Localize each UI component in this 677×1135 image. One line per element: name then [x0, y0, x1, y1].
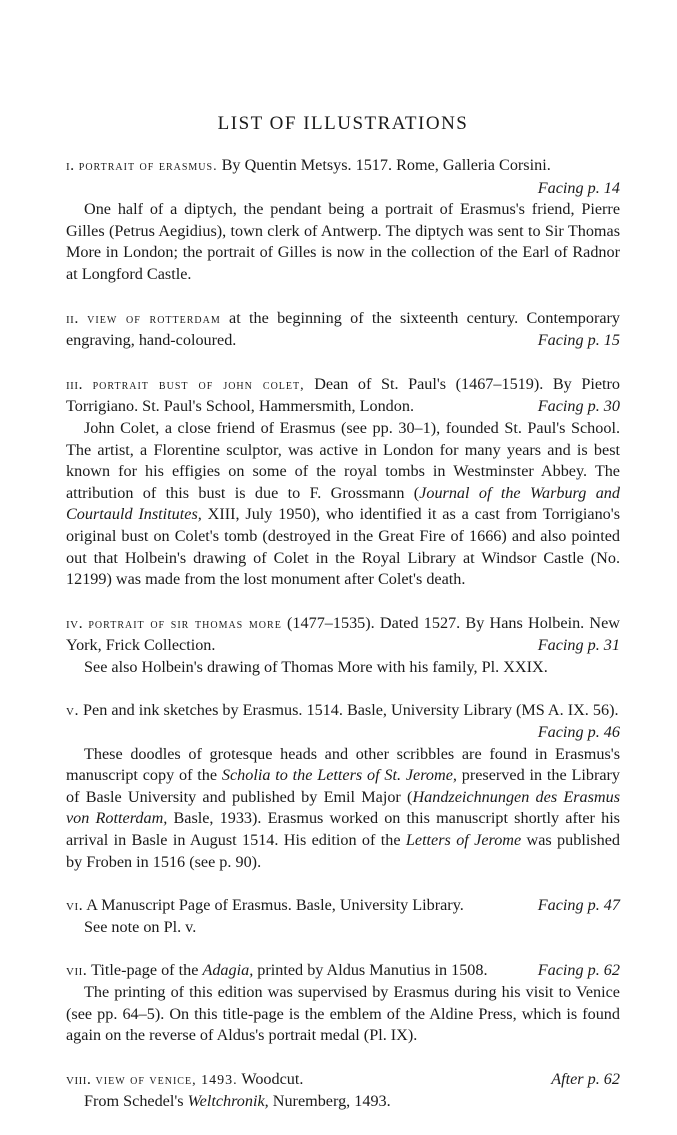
- plate-number: vi.: [66, 896, 84, 915]
- plate-description: (1477–1535). Dated 1527. By Hans Holbein. New York, Frick Collection.: [66, 613, 620, 655]
- entry-note: See note on Pl. v.: [84, 917, 197, 936]
- entry-heading: [66, 960, 620, 982]
- entry-note: One half of a diptych, the pendant being a portrait of Erasmus's friend, Pierre Gilles (Petrus Aegidius), town clerk of Antwerp. The diptych was sent to Sir Thomas More in London; the portrait of Gilles is now in the collection of the Earl of Radnor at Longford Castle.: [66, 200, 620, 283]
- note-title: Journal of the Warburg and Courtauld Institutes,: [66, 483, 620, 524]
- note-title: Letters of Jerome: [405, 831, 522, 850]
- plate-number: iii.: [66, 374, 84, 393]
- facing-page: Facing p. 15: [537, 331, 620, 350]
- entry-3: [66, 374, 620, 591]
- entry-heading: [66, 700, 620, 743]
- entry-heading: [66, 613, 620, 657]
- note-title: Scholia to the Letters of St. Jerome,: [221, 766, 457, 785]
- facing-page: Facing p. 14: [537, 178, 620, 197]
- plate-description: Woodcut.: [237, 1069, 304, 1088]
- plate-title-caps: portrait of sir thomas more: [88, 616, 282, 632]
- entry-heading: [66, 1069, 620, 1092]
- entry-heading: [66, 374, 620, 418]
- plate-number: i.: [66, 156, 75, 174]
- plate-description: By Quentin Metsys. 1517. Rome, Galleria Corsini.: [217, 156, 551, 174]
- plate-number: vii.: [66, 961, 88, 980]
- facing-page: Facing p. 30: [537, 397, 620, 416]
- entry-heading: [66, 155, 620, 199]
- plate-description: Dean of St. Paul's (1467–1519). By Pietro Torrigiano. St. Paul's School, Hammersmith, London.: [66, 374, 620, 416]
- plate-title-caps: portrait of erasmus.: [78, 159, 218, 174]
- plate-description: Title-page of the: [87, 961, 203, 980]
- entry-4: [66, 613, 620, 679]
- note-text: From Schedel's: [84, 1092, 188, 1111]
- note-text: Basle, 1933). Erasmus worked on this manuscript shortly after his arrival in Basle in August 1514. His edition of the: [66, 809, 620, 850]
- plate-number: ii.: [66, 308, 79, 327]
- plate-title-caps: view of rotterdam: [87, 311, 221, 327]
- facing-page: Facing p. 47: [537, 896, 620, 915]
- illustrations-page: [66, 110, 620, 1135]
- plate-title-caps: portrait bust of john colet,: [92, 377, 305, 393]
- facing-page: Facing p. 31: [537, 636, 620, 655]
- entry-note: The printing of this edition was supervised by Erasmus during his visit to Venice (see pp. 64–5). On this title-page is the emblem of the Aldine Press, which is found again on the reverse of Aldus's portrait medal (Pl. IX).: [66, 983, 620, 1045]
- facing-page: Facing p. 46: [537, 723, 620, 742]
- page-title: LIST OF ILLUSTRATIONS: [217, 113, 469, 134]
- note-text: Nuremberg, 1493.: [268, 1092, 391, 1111]
- note-text: was published by Froben in 1516 (see p. 90).: [66, 831, 620, 871]
- plate-description: printed by Aldus Manutius in 1508.: [253, 961, 488, 980]
- note-title: Weltchronik,: [187, 1092, 269, 1111]
- plate-description: at the beginning of the sixteenth century. Contemporary engraving, hand-coloured.: [66, 308, 621, 350]
- entry-8: [66, 1069, 620, 1113]
- entry-note: [66, 418, 620, 591]
- note-text: XIII, July 1950), who identified it as a cast from Torrigiano's original bust on Colet's tomb (destroyed in the Great Fire of 1666) and also pointed out that Holbein's drawing of Colet in the Royal Library at Windsor Castle (No. 12199) was made from the lost monument after Colet's death.: [66, 505, 620, 589]
- plate-work-title: Adagia,: [202, 961, 254, 980]
- note-title: Handzeichnungen des Erasmus von Rotterdam,: [66, 787, 620, 828]
- entry-6: [66, 895, 620, 938]
- note-text: John Colet, a close friend of Erasmus (see pp. 30–1), founded St. Paul's School. The artist, a Florentine sculptor, was active in London for many years and is best known for his effigies on some of the royal tombs in Westminster Abbey. The attribution of this bust is due to F. Grossmann (: [66, 418, 620, 502]
- entry-heading: [66, 895, 620, 917]
- plate-title-caps: view of venice, 1493.: [95, 1072, 238, 1088]
- plate-number: v.: [66, 701, 79, 720]
- plate-number: viii.: [66, 1069, 92, 1088]
- entry-5: [66, 700, 620, 873]
- plate-number: iv.: [66, 613, 84, 632]
- entry-1: [66, 155, 620, 286]
- entry-note: See also Holbein's drawing of Thomas More with his family, Pl. XXIX.: [84, 657, 548, 676]
- entry-note: [66, 744, 620, 874]
- plate-description: A Manuscript Page of Erasmus. Basle, University Library.: [83, 896, 464, 915]
- note-text: preserved in the Library of Basle University and published by Emil Major (: [66, 766, 621, 806]
- note-text: These doodles of grotesque heads and other scribbles are found in Erasmus's manuscript copy of the: [66, 744, 620, 785]
- entry-heading: [66, 308, 620, 352]
- entry-note: [66, 1091, 620, 1113]
- entry-7: [66, 960, 620, 1046]
- facing-page: Facing p. 62: [537, 961, 620, 980]
- entry-2: [66, 308, 620, 352]
- plate-description: Pen and ink sketches by Erasmus. 1514. Basle, University Library (MS A. IX. 56).: [79, 701, 619, 720]
- facing-page: After p. 62: [551, 1069, 620, 1088]
